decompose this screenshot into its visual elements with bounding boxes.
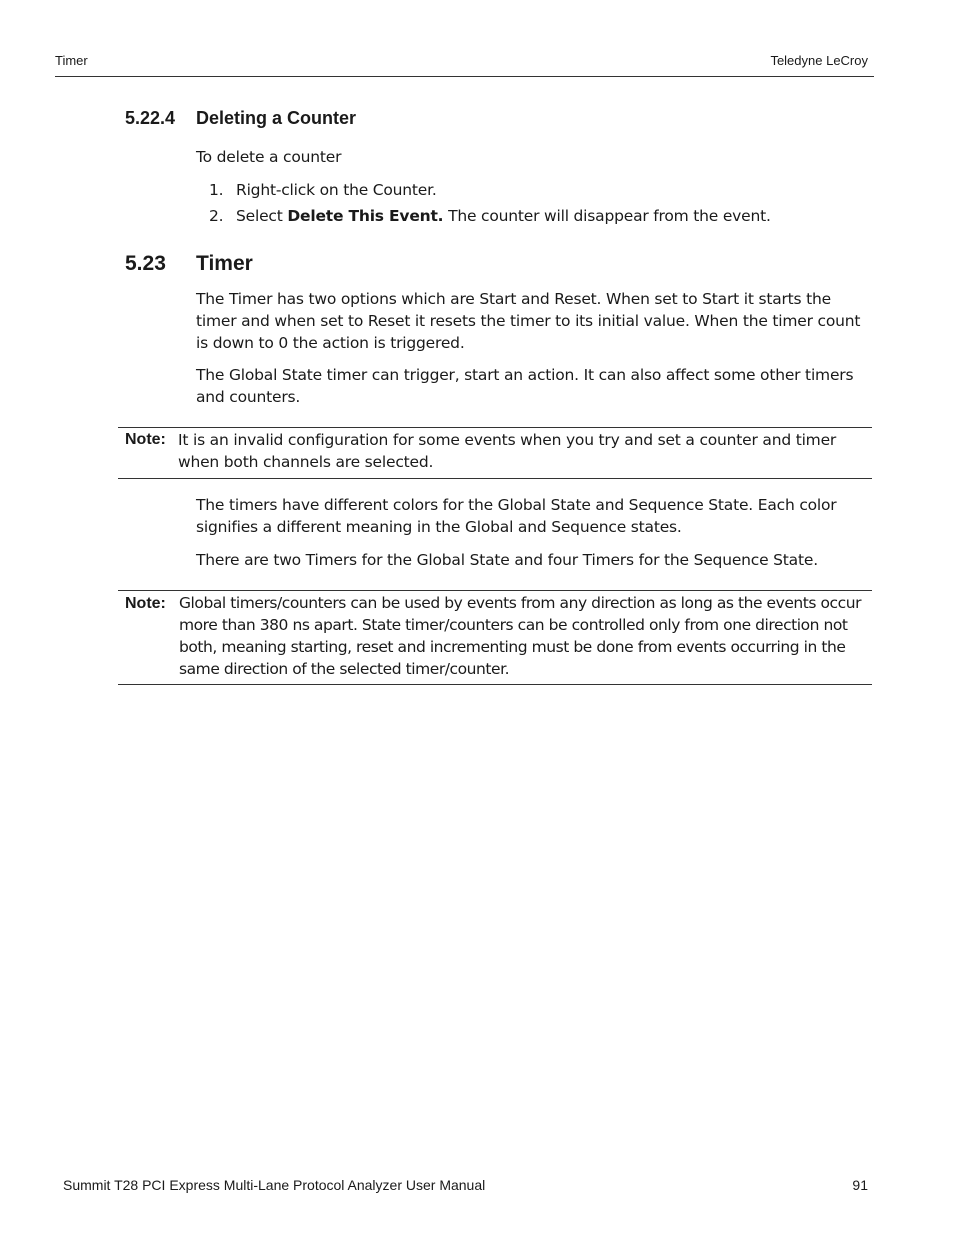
list-item-text-suffix: The counter will disappear from the event. (443, 207, 771, 225)
heading-title: Deleting a Counter (196, 108, 357, 128)
list-item-text: Right-click on the Counter. (236, 181, 437, 199)
heading-number: 5.22.4 (125, 108, 176, 128)
note-label: Note: (125, 431, 166, 448)
note-text: Global timers/counters can be used by events from any direction as long as the events occur more than 380 ns apart. State timer/counters can be controlled only from one direction not both, meaning starting, reset and incrementing must be done from events occurring in the same direction of the selected timer/counter. (179, 594, 862, 678)
footer-manual-title: Summit T28 PCI Express Multi-Lane Protocol Analyzer User Manual (63, 1177, 486, 1193)
note-label: Note: (125, 595, 166, 612)
note-box-global-timers (118, 590, 872, 685)
running-header-section: Timer (55, 53, 88, 68)
paragraph-intro: To delete a counter (196, 148, 342, 166)
list-item-number: 1. (209, 181, 224, 199)
heading-deleting-a-counter (125, 108, 356, 129)
paragraph-timer-counts: There are two Timers for the Global State and four Timers for the Sequence State. (196, 551, 818, 569)
list-item-bold-command: Delete This Event. (287, 207, 444, 225)
note-text: It is an invalid configuration for some events when you try and set a counter and timer when both channels are selected. (178, 431, 837, 471)
note-box-invalid-configuration (118, 427, 872, 479)
heading-timer (125, 252, 253, 276)
heading-number: 5.23 (125, 252, 166, 275)
list-item-text-prefix: Select (236, 207, 288, 225)
paragraph-timer-colors: The timers have different colors for the Global State and Sequence State. Each color signifies a different meaning in the Global and Sequence states. (196, 496, 837, 536)
paragraph-global-state-timer: The Global State timer can trigger, start an action. It can also affect some other timers and counters. (196, 366, 854, 406)
header-rule (55, 76, 874, 77)
running-header-company: Teledyne LeCroy (770, 53, 868, 68)
list-item-number: 2. (209, 207, 224, 225)
paragraph-timer-options: The Timer has two options which are Start and Reset. When set to Start it starts the timer and when set to Reset it resets the timer to its initial value. When the timer count is down to 0 the action is triggered. (196, 290, 861, 352)
footer-page-number: 91 (852, 1177, 868, 1193)
list-item (209, 179, 437, 201)
heading-title: Timer (196, 252, 253, 275)
list-item (209, 205, 771, 227)
